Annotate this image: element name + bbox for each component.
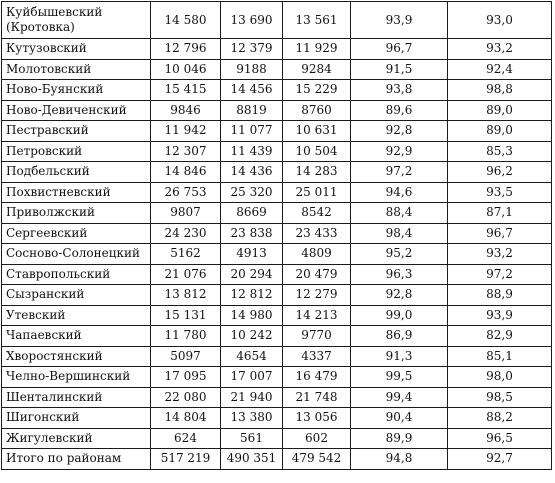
district-name-cell: Ново-Буянский <box>2 80 151 101</box>
value-col-3-cell: 4337 <box>283 346 351 367</box>
value-col-1-cell: 624 <box>151 428 221 449</box>
percent-col-2-cell: 89,0 <box>448 100 552 121</box>
district-name-cell: Сосново-Солонецкий <box>2 244 151 265</box>
table-row <box>2 80 552 101</box>
value-col-2-cell: 21 940 <box>221 387 283 408</box>
value-col-3-cell: 8760 <box>283 100 351 121</box>
district-name-cell: Сызранский <box>2 285 151 306</box>
value-col-3-cell: 4809 <box>283 244 351 265</box>
percent-col-2-cell: 97,2 <box>448 264 552 285</box>
table-row <box>2 449 552 470</box>
value-col-2-cell: 11 077 <box>221 121 283 142</box>
value-col-3-cell: 479 542 <box>283 449 351 470</box>
value-col-1-cell: 15 131 <box>151 305 221 326</box>
percent-col-1-cell: 98,4 <box>351 223 448 244</box>
value-col-2-cell: 8669 <box>221 203 283 224</box>
percent-col-2-cell: 98,8 <box>448 80 552 101</box>
value-col-1-cell: 14 580 <box>151 2 221 39</box>
percent-col-1-cell: 99,4 <box>351 387 448 408</box>
district-name-cell: Подбельский <box>2 162 151 183</box>
table-row <box>2 346 552 367</box>
table-row <box>2 408 552 429</box>
percent-col-1-cell: 89,9 <box>351 428 448 449</box>
table-row <box>2 223 552 244</box>
district-name-cell: Жигулевский <box>2 428 151 449</box>
percent-col-2-cell: 87,1 <box>448 203 552 224</box>
value-col-2-cell: 20 294 <box>221 264 283 285</box>
value-col-1-cell: 22 080 <box>151 387 221 408</box>
value-col-3-cell: 20 479 <box>283 264 351 285</box>
value-col-2-cell: 14 456 <box>221 80 283 101</box>
percent-col-1-cell: 90,4 <box>351 408 448 429</box>
percent-col-1-cell: 92,8 <box>351 285 448 306</box>
value-col-2-cell: 490 351 <box>221 449 283 470</box>
value-col-2-cell: 14 980 <box>221 305 283 326</box>
table-row <box>2 387 552 408</box>
value-col-1-cell: 26 753 <box>151 182 221 203</box>
percent-col-1-cell: 96,7 <box>351 39 448 60</box>
percent-col-2-cell: 92,7 <box>448 449 552 470</box>
percent-col-2-cell: 96,5 <box>448 428 552 449</box>
table-row <box>2 367 552 388</box>
district-name-cell: Чапаевский <box>2 326 151 347</box>
value-col-1-cell: 11 780 <box>151 326 221 347</box>
value-col-1-cell: 10 046 <box>151 59 221 80</box>
percent-col-1-cell: 91,3 <box>351 346 448 367</box>
value-col-2-cell: 11 439 <box>221 141 283 162</box>
percent-col-2-cell: 88,9 <box>448 285 552 306</box>
percent-col-1-cell: 93,9 <box>351 2 448 39</box>
value-col-1-cell: 11 942 <box>151 121 221 142</box>
table-row <box>2 264 552 285</box>
percent-col-1-cell: 94,6 <box>351 182 448 203</box>
value-col-3-cell: 14 283 <box>283 162 351 183</box>
percent-col-2-cell: 92,4 <box>448 59 552 80</box>
percent-col-2-cell: 88,2 <box>448 408 552 429</box>
table-row <box>2 100 552 121</box>
table-row <box>2 141 552 162</box>
value-col-1-cell: 13 812 <box>151 285 221 306</box>
percent-col-2-cell: 96,7 <box>448 223 552 244</box>
table-row <box>2 305 552 326</box>
value-col-1-cell: 517 219 <box>151 449 221 470</box>
value-col-3-cell: 10 631 <box>283 121 351 142</box>
value-col-2-cell: 13 690 <box>221 2 283 39</box>
value-col-3-cell: 13 056 <box>283 408 351 429</box>
district-name-cell: Шенталинский <box>2 387 151 408</box>
percent-col-2-cell: 93,5 <box>448 182 552 203</box>
percent-col-1-cell: 88,4 <box>351 203 448 224</box>
value-col-1-cell: 24 230 <box>151 223 221 244</box>
value-col-3-cell: 602 <box>283 428 351 449</box>
table-row <box>2 203 552 224</box>
percent-col-2-cell: 85,3 <box>448 141 552 162</box>
value-col-2-cell: 4913 <box>221 244 283 265</box>
value-col-1-cell: 17 095 <box>151 367 221 388</box>
percent-col-1-cell: 89,6 <box>351 100 448 121</box>
table-row <box>2 285 552 306</box>
percent-col-1-cell: 96,3 <box>351 264 448 285</box>
value-col-2-cell: 561 <box>221 428 283 449</box>
district-name-cell: Приволжский <box>2 203 151 224</box>
value-col-3-cell: 25 011 <box>283 182 351 203</box>
table-row <box>2 428 552 449</box>
value-col-3-cell: 23 433 <box>283 223 351 244</box>
district-name-cell: Челно-Вершинский <box>2 367 151 388</box>
percent-col-1-cell: 86,9 <box>351 326 448 347</box>
percent-col-1-cell: 92,8 <box>351 121 448 142</box>
value-col-3-cell: 21 748 <box>283 387 351 408</box>
value-col-2-cell: 25 320 <box>221 182 283 203</box>
percent-col-1-cell: 92,9 <box>351 141 448 162</box>
percent-col-2-cell: 96,2 <box>448 162 552 183</box>
percent-col-1-cell: 95,2 <box>351 244 448 265</box>
district-name-cell: Молотовский <box>2 59 151 80</box>
percent-col-1-cell: 99,5 <box>351 367 448 388</box>
value-col-2-cell: 12 812 <box>221 285 283 306</box>
table-row <box>2 182 552 203</box>
table-row <box>2 39 552 60</box>
value-col-2-cell: 10 242 <box>221 326 283 347</box>
percent-col-1-cell: 91,5 <box>351 59 448 80</box>
value-col-1-cell: 5097 <box>151 346 221 367</box>
district-name-cell: Хворостянский <box>2 346 151 367</box>
value-col-1-cell: 15 415 <box>151 80 221 101</box>
percent-col-2-cell: 85,1 <box>448 346 552 367</box>
value-col-3-cell: 14 213 <box>283 305 351 326</box>
value-col-1-cell: 9807 <box>151 203 221 224</box>
value-col-3-cell: 10 504 <box>283 141 351 162</box>
value-col-1-cell: 12 307 <box>151 141 221 162</box>
value-col-1-cell: 9846 <box>151 100 221 121</box>
table-row <box>2 326 552 347</box>
value-col-1-cell: 12 796 <box>151 39 221 60</box>
value-col-2-cell: 14 436 <box>221 162 283 183</box>
value-col-3-cell: 12 279 <box>283 285 351 306</box>
district-name-cell: Ново-Девиченский <box>2 100 151 121</box>
percent-col-2-cell: 89,0 <box>448 121 552 142</box>
value-col-1-cell: 14 846 <box>151 162 221 183</box>
percent-col-1-cell: 94,8 <box>351 449 448 470</box>
district-name-cell: Куйбышевский (Кротовка) <box>2 2 151 39</box>
value-col-3-cell: 15 229 <box>283 80 351 101</box>
district-name-cell: Кутузовский <box>2 39 151 60</box>
district-data-table <box>1 1 552 470</box>
district-name-cell: Шигонский <box>2 408 151 429</box>
value-col-2-cell: 13 380 <box>221 408 283 429</box>
value-col-2-cell: 23 838 <box>221 223 283 244</box>
percent-col-2-cell: 93,2 <box>448 244 552 265</box>
district-name-cell: Утевский <box>2 305 151 326</box>
percent-col-2-cell: 93,2 <box>448 39 552 60</box>
value-col-2-cell: 8819 <box>221 100 283 121</box>
value-col-1-cell: 21 076 <box>151 264 221 285</box>
value-col-1-cell: 14 804 <box>151 408 221 429</box>
district-name-cell: Похвистневский <box>2 182 151 203</box>
table-row <box>2 162 552 183</box>
table-row <box>2 2 552 39</box>
percent-col-2-cell: 98,5 <box>448 387 552 408</box>
table-row <box>2 244 552 265</box>
value-col-2-cell: 4654 <box>221 346 283 367</box>
percent-col-2-cell: 93,0 <box>448 2 552 39</box>
value-col-2-cell: 9188 <box>221 59 283 80</box>
table-row <box>2 121 552 142</box>
percent-col-2-cell: 98,0 <box>448 367 552 388</box>
value-col-3-cell: 8542 <box>283 203 351 224</box>
value-col-2-cell: 12 379 <box>221 39 283 60</box>
district-name-cell: Итого по районам <box>2 449 151 470</box>
percent-col-2-cell: 93,9 <box>448 305 552 326</box>
value-col-1-cell: 5162 <box>151 244 221 265</box>
table-body <box>2 2 552 470</box>
percent-col-2-cell: 82,9 <box>448 326 552 347</box>
percent-col-1-cell: 99,0 <box>351 305 448 326</box>
district-name-cell: Пестравский <box>2 121 151 142</box>
value-col-3-cell: 13 561 <box>283 2 351 39</box>
value-col-3-cell: 16 479 <box>283 367 351 388</box>
value-col-3-cell: 9770 <box>283 326 351 347</box>
district-name-cell: Петровский <box>2 141 151 162</box>
percent-col-1-cell: 93,8 <box>351 80 448 101</box>
value-col-2-cell: 17 007 <box>221 367 283 388</box>
percent-col-1-cell: 97,2 <box>351 162 448 183</box>
table-row <box>2 59 552 80</box>
district-name-cell: Сергеевский <box>2 223 151 244</box>
value-col-3-cell: 11 929 <box>283 39 351 60</box>
district-name-cell: Ставропольский <box>2 264 151 285</box>
value-col-3-cell: 9284 <box>283 59 351 80</box>
